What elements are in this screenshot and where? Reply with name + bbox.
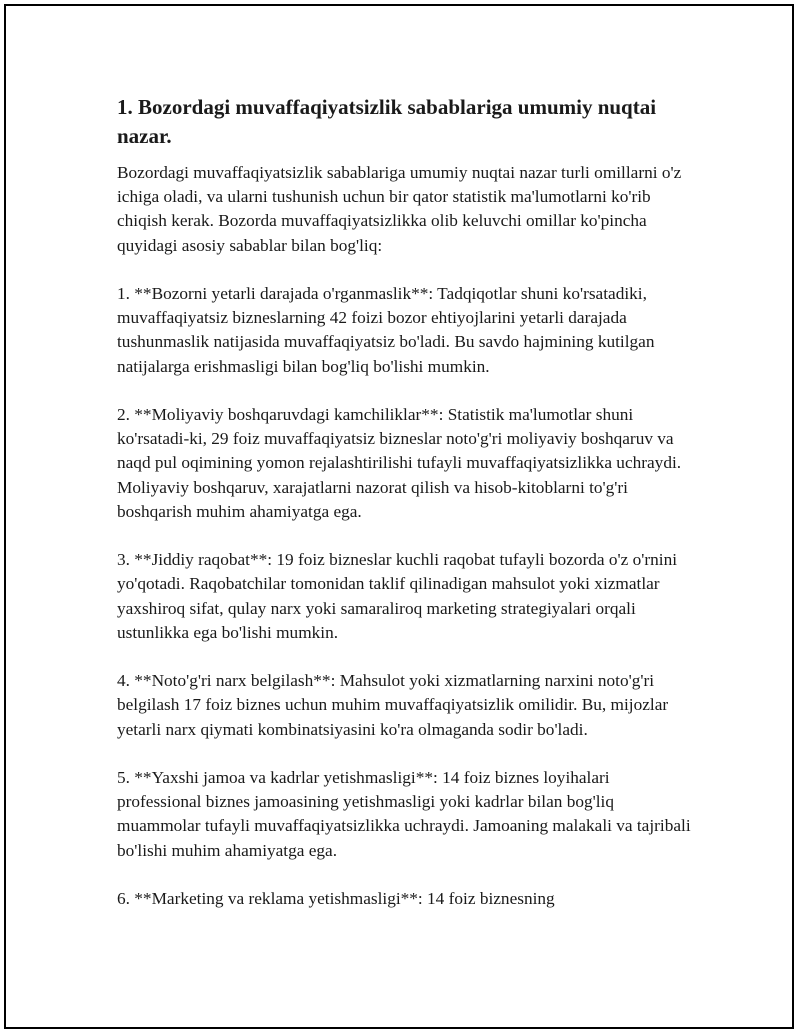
list-item-2: 2. **Moliyaviy boshqaruvdagi kamchiliklar**: Statistik ma'lumotlar shuni ko'rsatadi-ki, 29 foiz muvaffaqiyatsiz bizneslar noto'g'ri moliyaviy boshqaruv va naqd pul oqimining yomon rejalashtirilishi tufayli muvaffaqiyatsizlikka uchraydi. Moliyaviy boshqaruv, xarajatlarni nazorat qilish va hisob-kitoblarni to'g'ri boshqarish muhim ahamiyatga ega. (117, 405, 682, 521)
document-body (117, 93, 697, 935)
list-item-4: 4. **Noto'g'ri narx belgilash**: Mahsulot yoki xizmatlarning narxini noto'g'ri belgilash 17 foiz biznes uchun muhim muvaffaqiyatsizlik omilidir. Bu, mijozlar yetarli narx qiymati kombinatsiyasini ko'ra olmaganda sodir bo'ladi. (117, 671, 669, 739)
list-item-6: 6. **Marketing va reklama yetishmasligi**: 14 foiz biznesning (117, 889, 555, 908)
document-title: 1. Bozordagi muvaffaqiyatsizlik sabablariga umumiy nuqtai nazar. (117, 95, 657, 148)
intro-paragraph: Bozordagi muvaffaqiyatsizlik sabablariga umumiy nuqtai nazar turli omillarni o'z ichiga oladi, va ularni tushunish uchun bir qator statistik ma'lumotlarni ko'rib chiqish kerak. Bozorda muvaffaqiyatsizlikka olib keluvchi omillar ko'pincha quyidagi asosiy sabablar bilan bog'liq: (117, 163, 682, 255)
list-item-3: 3. **Jiddiy raqobat**: 19 foiz bizneslar kuchli raqobat tufayli bozorda o'z o'rnini yo'qotadi. Raqobatchilar tomonidan taklif qilinadigan mahsulot yoki xizmatlar yaxshiroq sifat, qulay narx yoki samaraliroq marketing strategiyalari orqali ustunlikka ega bo'lishi mumkin. (117, 550, 678, 642)
list-item-1: 1. **Bozorni yetarli darajada o'rganmaslik**: Tadqiqotlar shuni ko'rsatadiki, muvaffaqiyatsiz bizneslarning 42 foizi bozor ehtiyojlarini yetarli darajada tushunmaslik natijasida muvaffaqiyatsiz bo'ladi. Bu savdo hajmining kutilgan natijalarga erishmasligi bilan bog'liq bo'lishi mumkin. (117, 284, 655, 376)
list-item-5: 5. **Yaxshi jamoa va kadrlar yetishmasligi**: 14 foiz biznes loyihalari professional biznes jamoasining yetishmasligi yoki kadrlar bilan bog'liq muammolar tufayli muvaffaqiyatsizlikka uchraydi. Jamoaning malakali va tajribali bo'lishi muhim ahamiyatga ega. (117, 768, 691, 860)
